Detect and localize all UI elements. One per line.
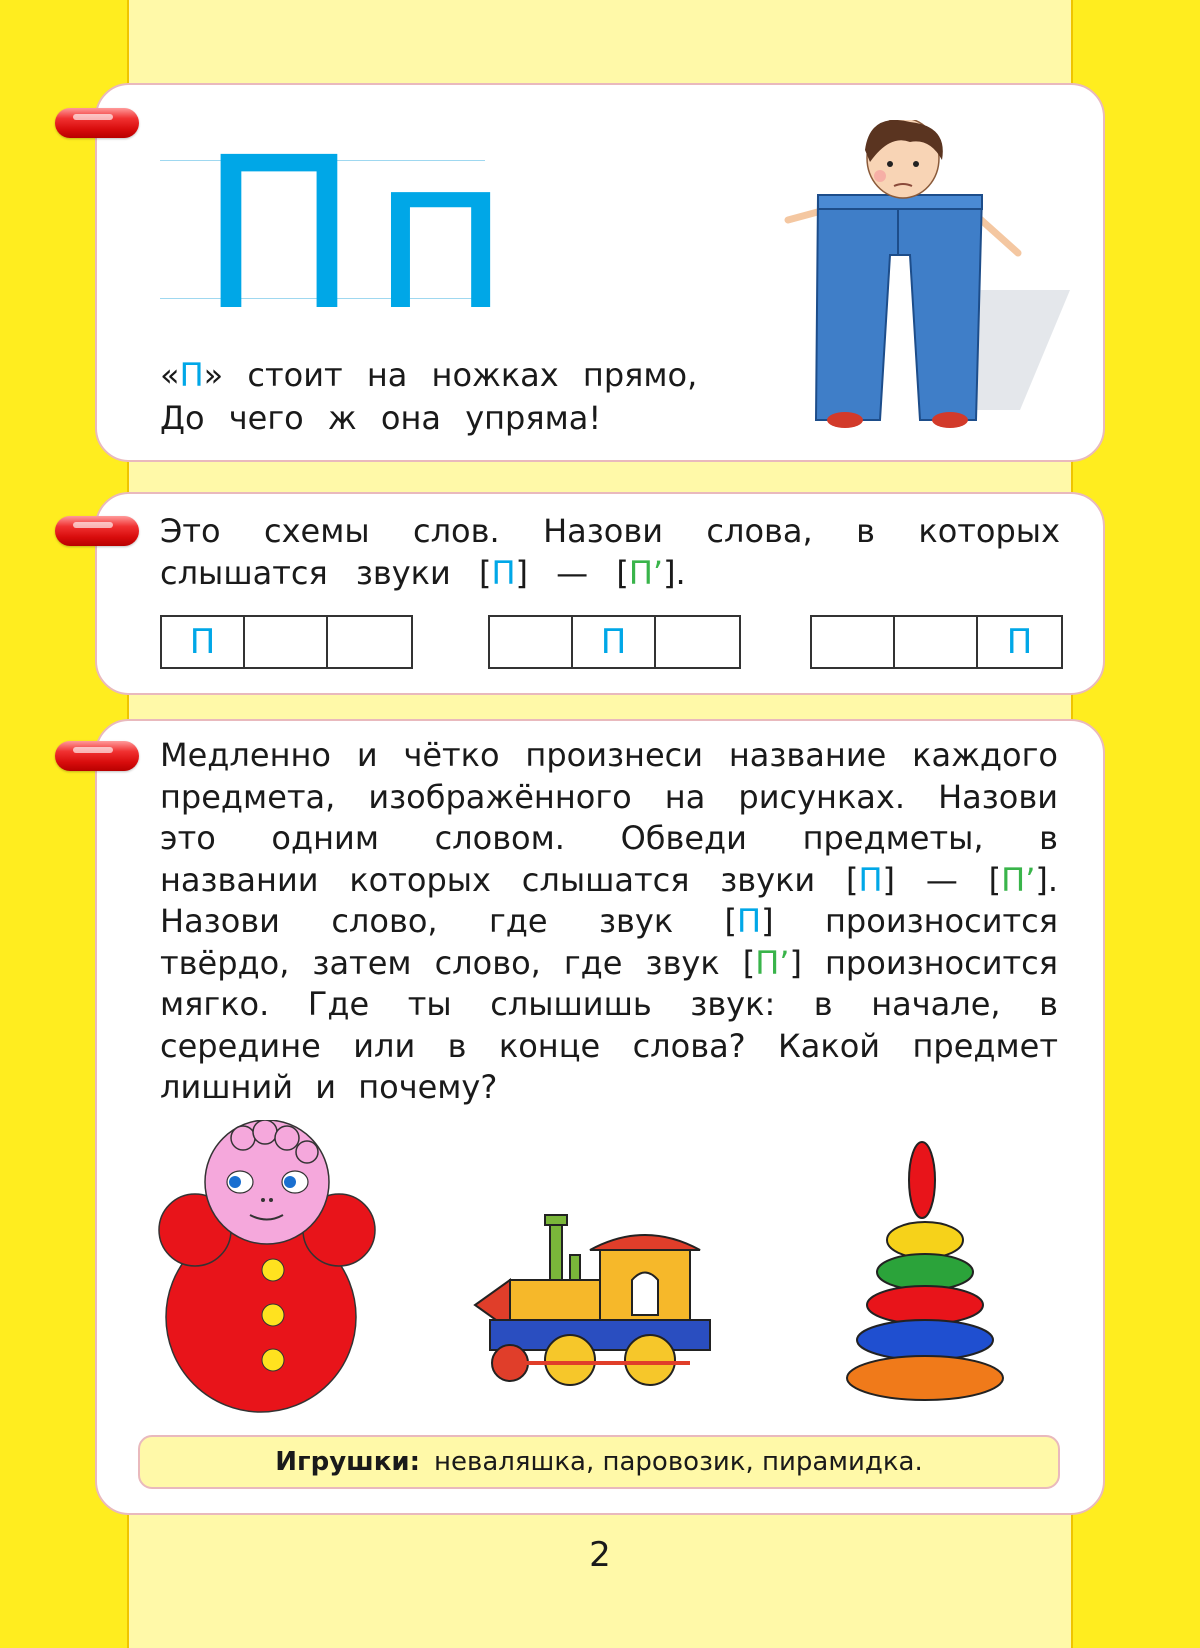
scheme-cell: П — [162, 617, 245, 667]
caption-label: Игрушки: — [275, 1447, 421, 1477]
scheme-cell — [490, 617, 573, 667]
scheme-cell — [895, 617, 978, 667]
poem-line-1: «П» стоит на ножках прямо, — [160, 356, 698, 394]
red-pill-bullet — [55, 516, 139, 546]
scheme-cell — [812, 617, 895, 667]
page-number: 2 — [589, 1535, 611, 1575]
word-scheme-1 — [160, 615, 413, 669]
scheme-cell — [328, 617, 411, 667]
poem — [160, 354, 697, 440]
roly-poly-doll-illustration — [155, 1120, 385, 1420]
red-pill-bullet — [55, 108, 139, 138]
toy-train-illustration — [470, 1205, 730, 1395]
stacking-pyramid-illustration — [835, 1140, 1015, 1405]
red-pill-bullet — [55, 741, 139, 771]
word-scheme-2 — [488, 615, 741, 669]
word-scheme-3 — [810, 615, 1063, 669]
scheme-cell: П — [573, 617, 656, 667]
scheme-cell — [245, 617, 328, 667]
toys-instruction: Медленно и чётко произнеси название каждого предмета, изображённого на рисунках. Назови это одним словом. Обведи предметы, в названии которых слышатся звуки [П] — [П’]. Назови слово, где звук [П] произносится твёрдо, затем слово, где звук [П’] произносится мягко. Где ты слышишь звук: в начале, в середине или в конце слова? Какой предмет лишний и почему? — [160, 736, 1059, 1106]
schemes-instruction: Это схемы слов. Назови слова, в которых слышатся звуки [П] — [П’]. — [160, 512, 1060, 592]
boy-in-trousers-illustration — [770, 120, 1090, 450]
scheme-cell — [656, 617, 739, 667]
caption-items: неваляшка, паровозик, пирамидка. — [434, 1447, 923, 1477]
letter-display: Пп — [200, 112, 524, 357]
toys-caption — [138, 1435, 1060, 1489]
poem-line-2: До чего ж она упряма! — [160, 399, 602, 437]
scheme-cell: П — [1006, 622, 1033, 662]
